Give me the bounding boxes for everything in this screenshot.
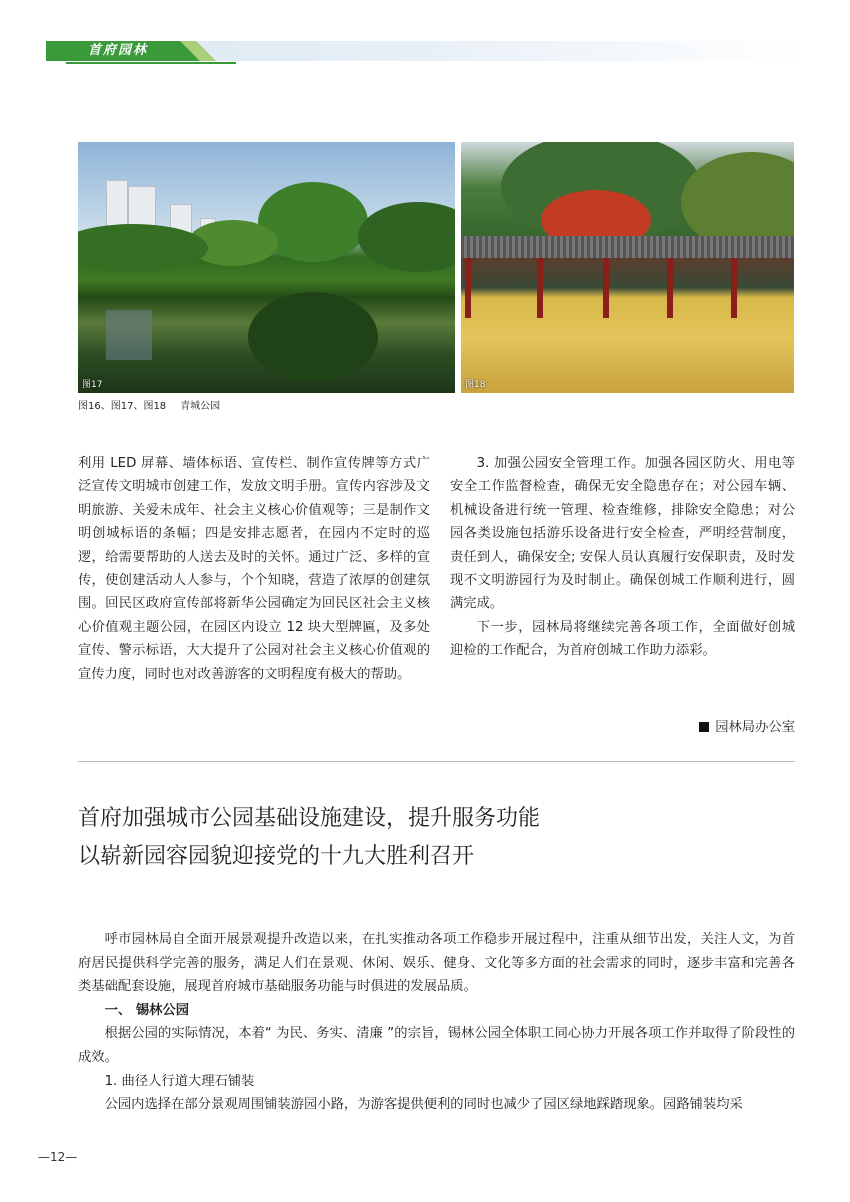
header-underline	[66, 62, 236, 64]
article-body	[78, 928, 795, 1117]
tree	[358, 202, 455, 272]
page-number: —12—	[38, 1150, 78, 1164]
author-signature	[699, 716, 795, 735]
subheading: 1. 曲径人行道大理石铺装	[104, 1073, 255, 1089]
pillar	[465, 258, 471, 318]
paragraph: 呼市园林局自全面开展景观提升改造以来，在扎实推动各项工作稳步开展过程中，注重从细节出发，关注人文，为首府居民提供科学完善的服务，满足人们在景观、休闲、娱乐、健身、文化等多方面的社会需求的同时，逐步丰富和完善各类基础配套设施，展现首府城市基础服务功能与时俱进的发展品质。	[78, 932, 795, 995]
header-title: 首府园林	[88, 43, 149, 58]
caption-text: 青城公园	[180, 401, 221, 412]
title-line: 以崭新园容园貌迎接党的十九大胜利召开	[78, 844, 475, 869]
pillar	[603, 258, 609, 318]
paragraph: 3. 加强公园安全管理工作。加强各园区防火、用电等安全工作监督检查，确保无安全隐患存在；对公园车辆、机械设备进行统一管理、检查维修，排除安全隐患；对公园各类设施包括游乐设备进行安全检查，严明经营制度，责任到人，确保安全; 安保人员认真履行安保职责，及时发现不文明游园行为及时制止。确保创城工作顺利进行，圆满完成。	[450, 456, 795, 612]
section-divider	[78, 761, 795, 762]
pillar	[667, 258, 673, 318]
figure-caption	[78, 397, 220, 412]
signature-text: 园林局办公室	[715, 720, 795, 735]
photo-lake-park	[78, 142, 455, 393]
photo-label: 图17	[82, 380, 103, 390]
building-reflection	[106, 310, 152, 360]
tree-reflection	[248, 292, 378, 382]
photo-label: 图18	[465, 380, 486, 390]
caption-figures: 图16、图17、图18	[78, 401, 167, 412]
corridor-roof	[461, 236, 794, 258]
paragraph: 公园内选择在部分景观周围铺装游园小路，为游客提供便利的同时也减少了园区绿地踩踏现象。园路铺装均采	[104, 1097, 743, 1113]
right-column	[450, 452, 795, 663]
title-line: 首府加强城市公园基础设施建设，提升服务功能	[78, 806, 541, 831]
photo-corridor	[461, 142, 794, 393]
pillar	[731, 258, 737, 318]
article-title	[78, 800, 798, 876]
tree	[78, 224, 208, 272]
paragraph: 下一步，园林局将继续完善各项工作，全面做好创城迎检的工作配合，为首府创城工作助力添彩。	[450, 619, 795, 659]
left-column	[78, 452, 430, 686]
paragraph: 利用 LED 屏幕、墙体标语、宣传栏、制作宣传牌等方式广泛宣传文明城市创建工作，发放文明手册。宣传内容涉及文明旅游、关爱未成年、社会主义核心价值观等；三是制作文明创城标语的条幅；四是安排志愿者，在园内不定时的巡逻，给需要帮助的人送去及时的关怀。通过广泛、多样的宣传，使创建活动人人参与，个个知晓，营造了浓厚的创建氛围。回民区政府宣传部将新华公园确定为回民区社会主义核心价值观主题公园，在园区内设立 12 块大型牌匾，及多处宣传、警示标语，大大提升了公园对社会主义核心价值观的宣传力度，同时也对改善游客的文明程度有极大的帮助。	[78, 456, 430, 682]
paragraph: 根据公园的实际情况，本着“ 为民、务实、清廉 ”的宗旨，锡林公园全体职工同心协力开展各项工作并取得了阶段性的成效。	[78, 1026, 795, 1065]
pillar	[537, 258, 543, 318]
square-bullet-icon	[699, 722, 709, 732]
section-heading: 一、 锡林公园	[104, 1002, 190, 1018]
